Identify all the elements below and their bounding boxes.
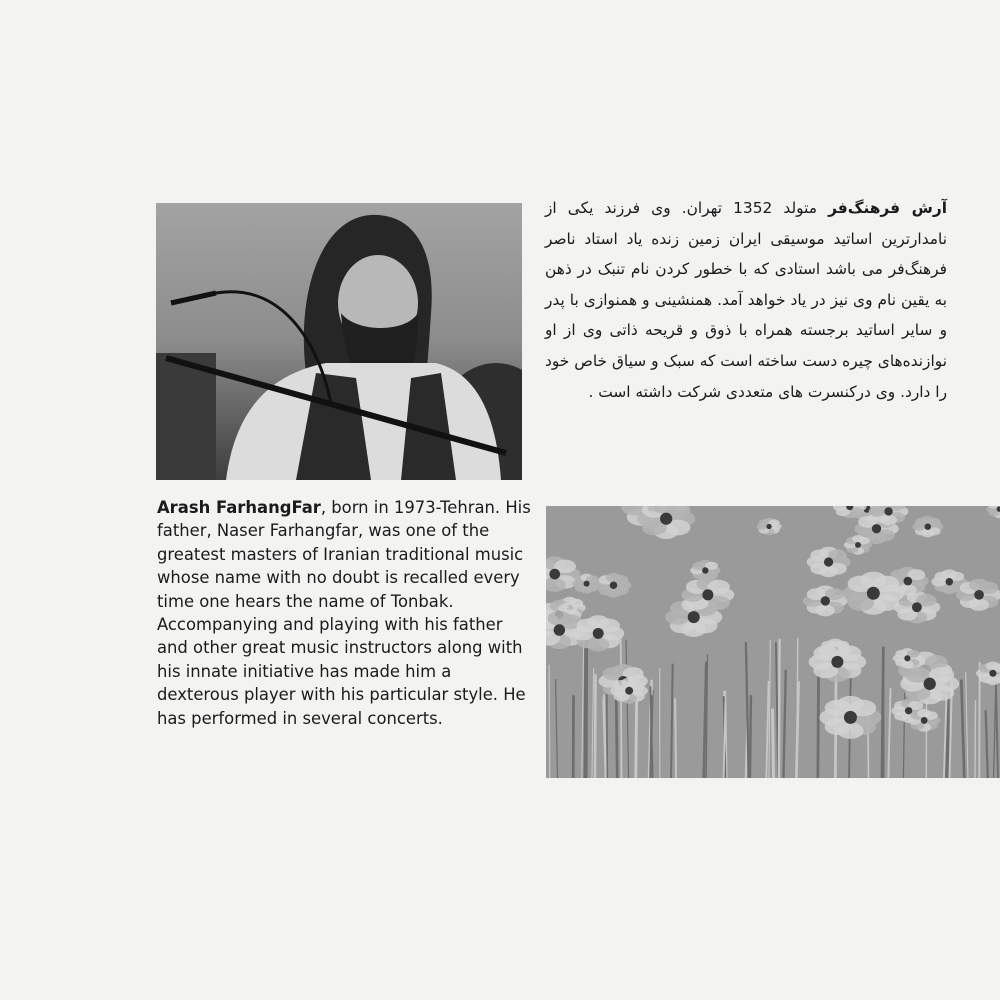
painted-flower [803,585,848,616]
painted-flower [844,535,872,555]
painted-flower [756,518,781,536]
painted-flower [572,615,624,651]
painted-flower [819,696,881,739]
painted-flower [681,576,734,613]
flower-painting [546,506,1000,778]
english-bio-text: , born in 1973-Tehran. His father, Naser Farhangfar, was one of the greatest masters of Iranian traditional music whose name with no doubt is recalled every time one hears the name of Tonbak. Accompanying and playing with his father and other great music instructors along with his innate initiative has made him a dexterous player with his particular style. He has performed in several concerts. [157,498,531,728]
painted-flower [900,663,959,704]
persian-bio-name: آرش فرهنگ‌فر [828,199,947,217]
painted-flower [596,573,632,598]
painted-flower [610,678,647,704]
painted-flower [956,579,1000,611]
painted-flower [912,516,943,537]
painted-flower [893,648,922,668]
english-biography [157,496,537,730]
flower-painting-illustration [546,506,1000,778]
painted-flower [807,547,851,578]
persian-bio-text: متولد 1352 تهران. وی فرزند یکی از نامدارترین اساتید موسیقی ایران زمین زنده یاد استاد ناصر فرهنگ‌فر می باشد استادی که با خطور کردن نام تنبک در ذهن به یقین نام وی نیز در یاد خواهد آمد. همنشینی و همنوازی با پدر و سایر اساتید برجسته همراه با ذوق و قریحه ذاتی وی از او نوازنده‌های چیره دست ساخته است که سبک و سیاق خاص خود را دارد. وی درکنسرت های متعددی شرکت داشته است . [545,199,947,401]
painted-flower [908,709,941,732]
painted-flower [809,642,867,682]
musician-portrait-illustration [156,203,522,480]
persian-biography [545,193,947,407]
painted-flower [842,572,904,615]
english-bio-name: Arash FarhangFar [157,498,321,517]
musician-photo [156,203,522,480]
